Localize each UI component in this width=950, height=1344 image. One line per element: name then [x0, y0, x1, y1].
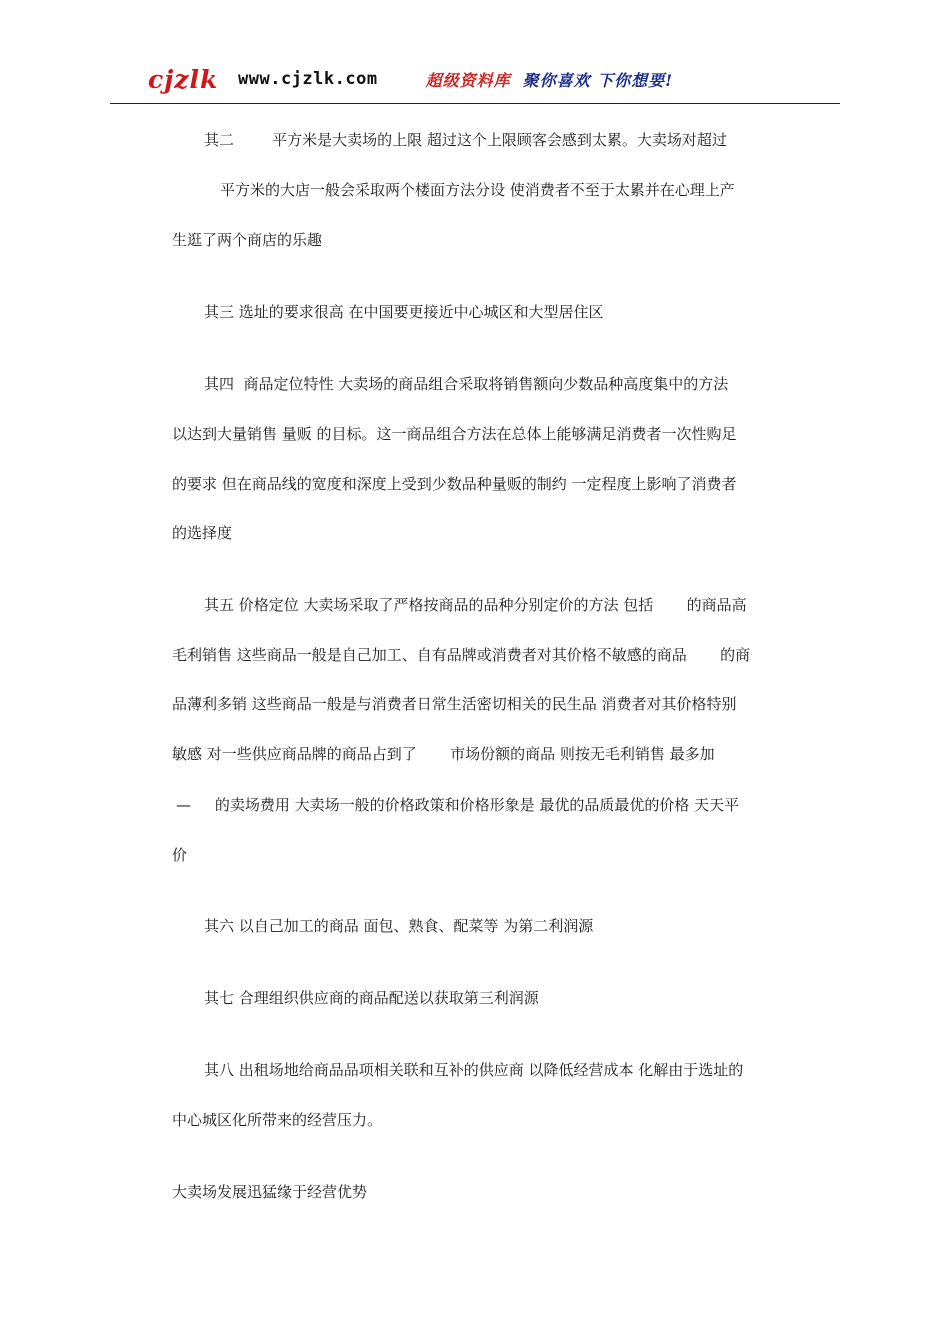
- paragraph-5-line-4: 敏感 对一些供应商品牌的商品占到了 市场份额的商品 则按无毛利销售 最多加: [172, 745, 715, 763]
- paragraph-7-line-1: 其七 合理组织供应商的商品配送以获取第三利润源: [204, 989, 539, 1007]
- paragraph-5-line-6: 价: [172, 846, 188, 864]
- section-heading: 大卖场发展迅猛缘于经营优势: [172, 1183, 368, 1201]
- paragraph-2-line-2: 平方米的大店一般会采取两个楼面方法分设 使消费者不至于太累并在心理上产: [220, 181, 735, 199]
- header-divider: [110, 103, 840, 104]
- paragraph-8-line-2: 中心城区化所带来的经营压力。: [172, 1111, 383, 1129]
- paragraph-2-line-3: 生逛了两个商店的乐趣: [172, 231, 323, 249]
- site-logo: cjzlk: [148, 64, 219, 94]
- paragraph-8-line-1: 其八 出租场地给商品品项相关联和互补的供应商 以降低经营成本 化解由于选址的: [204, 1061, 744, 1079]
- banner-slogan-primary: 超级资料库: [425, 70, 511, 90]
- site-url[interactable]: www.cjzlk.com: [238, 69, 378, 89]
- paragraph-4-line-3: 的要求 但在商品线的宽度和深度上受到少数品种量贩的制约 一定程度上影响了消费者: [172, 475, 737, 493]
- paragraph-5-line-2: 毛利销售 这些商品一般是自己加工、自有品牌或消费者对其价格不敏感的商品 的商: [172, 646, 751, 664]
- paragraph-5-line-5: — 的卖场费用 大卖场一般的价格政策和价格形象是 最优的品质最优的价格 天天平: [176, 796, 740, 814]
- paragraph-5-line-3: 品薄利多销 这些商品一般是与消费者日常生活密切相关的民生品 消费者对其价格特别: [172, 695, 737, 713]
- paragraph-4-line-1: 其四 商品定位特性 大卖场的商品组合采取将销售额向少数品种高度集中的方法: [204, 375, 729, 393]
- paragraph-5-line-1: 其五 价格定位 大卖场采取了严格按商品的品种分别定价的方法 包括 的商品高: [204, 596, 747, 614]
- paragraph-2-line-1: 其二 平方米是大卖场的上限 超过这个上限顾客会感到太累。大卖场对超过: [204, 131, 727, 149]
- paragraph-4-line-2: 以达到大量销售 量贩 的目标。这一商品组合方法在总体上能够满足消费者一次性购足: [172, 425, 737, 443]
- site-banner: [148, 64, 736, 94]
- paragraph-6-line-1: 其六 以自己加工的商品 面包、熟食、配菜等 为第二利润源: [204, 917, 594, 935]
- paragraph-4-line-4: 的选择度: [172, 524, 233, 542]
- paragraph-3-line-1: 其三 选址的要求很高 在中国要更接近中心城区和大型居住区: [204, 303, 604, 321]
- banner-slogan-secondary: 聚你喜欢 下你想要!: [522, 70, 674, 90]
